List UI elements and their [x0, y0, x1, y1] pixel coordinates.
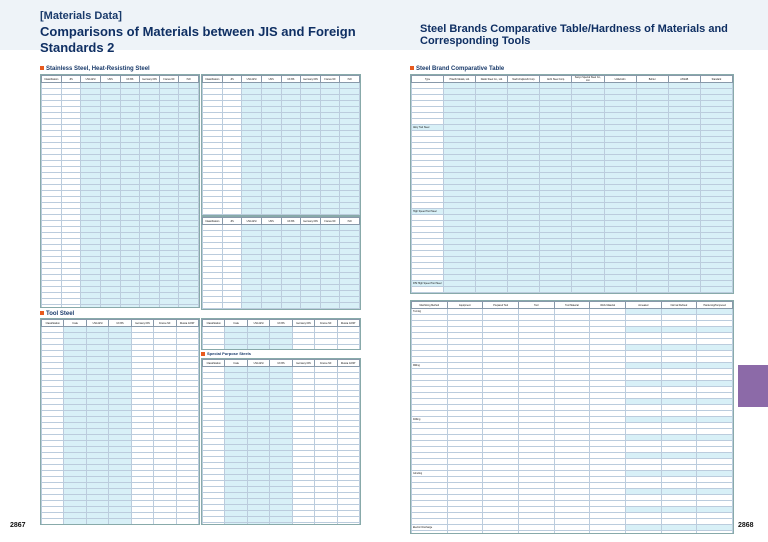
table-cell	[483, 531, 519, 535]
table-cell	[100, 305, 120, 309]
table-cell	[572, 293, 604, 295]
column-header: France NF	[159, 76, 179, 83]
tool-steel-table-continued	[202, 319, 360, 350]
table-row	[412, 531, 733, 535]
column-header: Germany DIN	[292, 320, 314, 327]
column-header: Nachi-Fujikoshi Corp.	[508, 76, 540, 83]
table-row	[42, 525, 199, 526]
table-cell: P/M High Speed Tool Steel	[412, 281, 444, 287]
table-cell	[225, 345, 247, 351]
column-header: Type	[412, 76, 444, 83]
column-header: ISO	[340, 218, 360, 225]
table-cell	[159, 305, 179, 309]
table-cell	[315, 345, 337, 351]
material-group-header: Annealed	[625, 302, 661, 309]
page-number-left: 2867	[10, 522, 26, 529]
table-cell	[203, 523, 225, 526]
table-cell: Drilling	[412, 417, 448, 423]
column-header: Classification	[42, 76, 62, 83]
column-header: UK BS	[281, 218, 301, 225]
column-header: UNS	[100, 76, 120, 83]
table-cell	[131, 525, 153, 526]
table-cell	[42, 305, 62, 309]
column-header: Machining Method	[412, 302, 448, 309]
table-cell	[176, 525, 198, 526]
column-header: Aichi Steel Corp.	[540, 76, 572, 83]
table-cell	[270, 523, 292, 526]
table-cell	[668, 293, 700, 295]
tool-steel-table	[41, 319, 199, 525]
column-header: UK BS	[120, 76, 140, 83]
table-header-row	[203, 218, 360, 225]
table-cell	[340, 309, 360, 311]
table-row	[203, 345, 360, 351]
column-header: Daido Steel Co., Ltd.	[476, 76, 508, 83]
column-header: Sanyo Special Steel Co., Ltd.	[572, 76, 604, 83]
column-header: Uddeholm	[604, 76, 636, 83]
table-cell	[261, 309, 281, 311]
table-cell	[242, 309, 262, 311]
table-cell	[447, 531, 483, 535]
table-cell	[412, 531, 448, 535]
column-header: Equipment	[447, 302, 483, 309]
table-cell	[86, 525, 108, 526]
column-header: Germany DIN	[301, 218, 321, 225]
column-header: Germany DIN	[131, 320, 153, 327]
column-header: ISO	[179, 76, 199, 83]
table-cell	[625, 531, 661, 535]
table-cell	[292, 345, 314, 351]
column-header: France NF	[315, 360, 337, 367]
column-header: USA AISI	[247, 320, 269, 327]
table-cell	[222, 309, 242, 311]
table-cell	[247, 523, 269, 526]
table-row	[203, 309, 360, 311]
column-header: UK BS	[270, 360, 292, 367]
column-header: USA AISI	[81, 76, 101, 83]
table-cell	[412, 293, 444, 295]
column-header: JIS	[222, 218, 242, 225]
column-header: Work Material	[590, 302, 626, 309]
table-cell	[476, 293, 508, 295]
table-cell	[315, 523, 337, 526]
section-heading-tool-steel: Tool Steel	[40, 311, 74, 317]
column-header: USA AISI	[242, 76, 262, 83]
table-cell	[697, 531, 733, 535]
section-marker-icon	[40, 311, 44, 315]
column-header: UNS	[261, 76, 281, 83]
column-header: France NF	[320, 76, 340, 83]
table-row	[42, 305, 199, 309]
hardness-table-body	[411, 301, 733, 534]
table-cell: Grinding	[412, 471, 448, 477]
table-cell	[292, 523, 314, 526]
column-header: Germany DIN	[301, 76, 321, 83]
table-cell	[301, 309, 321, 311]
column-header: Code	[64, 320, 86, 327]
table-cell	[444, 293, 476, 295]
special-steel-table-body	[202, 359, 360, 525]
table-cell	[508, 293, 540, 295]
table-cell: Electric Discharge	[412, 525, 448, 531]
header-title-box	[40, 10, 390, 55]
table-header-row	[42, 320, 199, 327]
table-cell	[61, 305, 81, 309]
table-cell	[109, 525, 131, 526]
table-cell	[179, 305, 199, 309]
special-steel-table	[201, 358, 361, 525]
column-header: USA AISI	[247, 360, 269, 367]
column-header: UK BS	[109, 320, 131, 327]
tool-steel-table-right	[201, 318, 361, 350]
table-cell	[154, 525, 176, 526]
table-cell	[64, 525, 86, 526]
table-cell	[320, 309, 340, 311]
table-cell	[247, 345, 269, 351]
steel-brand-table	[410, 74, 734, 294]
column-header: Code	[225, 320, 247, 327]
column-header: France NF	[154, 320, 176, 327]
table-cell	[42, 525, 64, 526]
table-row	[203, 523, 360, 526]
column-header: Tool	[518, 302, 554, 309]
section-marker-icon	[410, 66, 414, 70]
column-header: USA AISI	[242, 218, 262, 225]
table-cell	[225, 523, 247, 526]
table-cell	[636, 293, 668, 295]
column-header: Germany DIN	[292, 360, 314, 367]
table-header-row	[42, 76, 199, 83]
table-cell	[661, 531, 697, 535]
column-header: France NF	[320, 218, 340, 225]
page-title: Comparisons of Materials between JIS and Foreign Standards 2	[40, 24, 356, 55]
stainless-table-continued	[202, 75, 360, 216]
section-heading-special: Special Purpose Steels	[201, 351, 251, 356]
column-header: Russia GOST	[337, 320, 359, 327]
table-header-row	[203, 320, 360, 327]
page-number-right: 2868	[738, 522, 754, 529]
table-cell	[203, 309, 223, 311]
right-page-title: Steel Brands Comparative Table/Hardness of Materials and Corresponding Tools	[420, 23, 728, 47]
column-header: UNS	[261, 218, 281, 225]
section-marker-icon	[201, 352, 205, 356]
header-tag: [Materials Data]	[40, 10, 122, 22]
table-cell	[604, 293, 636, 295]
stainless-table-right-lower	[201, 216, 361, 310]
stainless-table	[41, 75, 199, 308]
material-group-header: Hardening/Tempered	[697, 302, 733, 309]
table-row	[412, 293, 733, 295]
column-header: Classification	[203, 320, 225, 327]
table-cell	[540, 293, 572, 295]
table-cell	[81, 305, 101, 309]
table-cell	[281, 309, 301, 311]
hardness-table	[410, 300, 734, 534]
column-header: Tool Material	[554, 302, 590, 309]
table-header-row	[203, 360, 360, 367]
column-header: Classification	[42, 320, 64, 327]
table-cell: Milling	[412, 363, 448, 369]
table-cell	[337, 345, 359, 351]
column-header: Russia GOST	[337, 360, 359, 367]
tool-steel-table-left	[40, 318, 200, 525]
table-cell: Alloy Tool Steel	[412, 125, 444, 131]
table-cell	[140, 305, 160, 309]
table-cell	[203, 345, 225, 351]
table-cell	[700, 293, 732, 295]
stainless-table-left	[40, 74, 200, 308]
table-cell	[120, 305, 140, 309]
table-header-row	[412, 76, 733, 83]
column-header: Classification	[203, 360, 225, 367]
table-header-row	[203, 76, 360, 83]
column-header: Hitachi Metals, Ltd.	[444, 76, 476, 83]
column-header: Standard	[700, 76, 732, 83]
section-heading-stainless: Stainless Steel, Heat-Resisting Steel	[40, 66, 150, 72]
column-header: Prepared Tool	[483, 302, 519, 309]
column-header: JIS	[222, 76, 242, 83]
table-cell	[590, 531, 626, 535]
column-header: Classification	[203, 218, 223, 225]
table-cell	[554, 531, 590, 535]
column-header: JIS	[61, 76, 81, 83]
column-header: France NF	[315, 320, 337, 327]
table-cell: Turning	[412, 309, 448, 315]
table-cell	[518, 531, 554, 535]
column-header: Russia GOST	[176, 320, 198, 327]
column-header: Germany DIN	[140, 76, 160, 83]
column-header: UK BS	[281, 76, 301, 83]
table-cell: High Speed Tool Steel	[412, 209, 444, 215]
table-cell	[337, 523, 359, 526]
column-header: Code	[225, 360, 247, 367]
material-group-header: Normal Refined	[661, 302, 697, 309]
column-header: UK BS	[270, 320, 292, 327]
table-header-row	[412, 302, 733, 309]
section-marker-icon	[40, 66, 44, 70]
stainless-table-continued-lower	[202, 217, 360, 310]
section-heading-steel-brand: Steel Brand Comparative Table	[410, 66, 504, 72]
column-header: ASSAB	[668, 76, 700, 83]
steel-brand-table-body	[411, 75, 733, 294]
column-header: USA AISI	[86, 320, 108, 327]
table-cell	[270, 345, 292, 351]
chapter-tab[interactable]	[738, 365, 768, 407]
column-header: ISO	[340, 76, 360, 83]
column-header: Bohler	[636, 76, 668, 83]
stainless-table-right	[201, 74, 361, 216]
column-header: Classification	[203, 76, 223, 83]
